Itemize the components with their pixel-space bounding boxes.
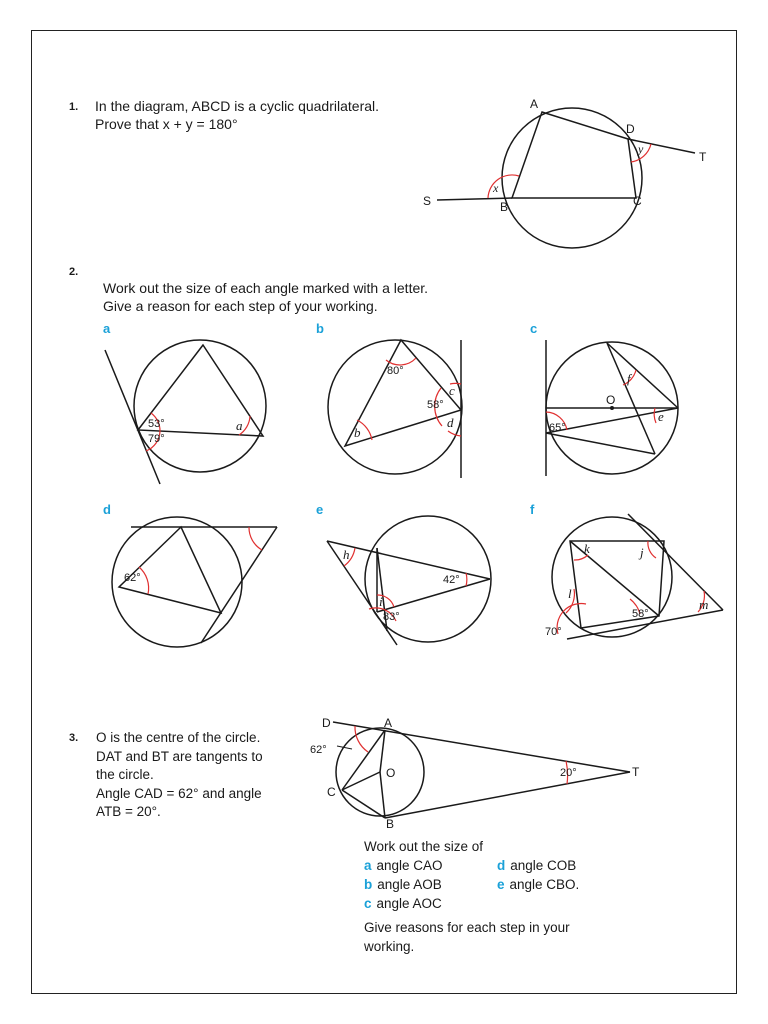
question-3-line-3: the circle.: [96, 767, 154, 782]
q1-label-s: S: [423, 194, 432, 208]
q3-label-b: B: [386, 817, 395, 831]
q3-angle-20: 20°: [560, 767, 577, 779]
part-b-unknown-b: b: [354, 425, 361, 440]
q3-item-a-text: angle CAO: [376, 858, 443, 873]
part-a-unknown-a: a: [236, 418, 243, 433]
question-1-line-1: In the diagram, ABCD is a cyclic quadrilateral.: [95, 98, 380, 114]
question-3-line-5: ATB = 20°.: [96, 804, 161, 819]
q3-item-b-text: angle AOB: [377, 877, 442, 892]
q3-work-heading: Work out the size of: [364, 839, 484, 854]
q3-label-t: T: [632, 765, 640, 779]
part-d-angle-62: 62°: [124, 572, 141, 584]
q3-item-e: [497, 876, 579, 895]
part-c-unknown-f: f: [627, 371, 631, 386]
q3-reasons-line-2: working.: [364, 939, 415, 954]
q3-label-d: D: [322, 716, 331, 730]
part-f-unknown-j: j: [640, 545, 644, 560]
q1-label-t: T: [699, 150, 707, 164]
part-e-unknown-i: i: [379, 594, 383, 609]
q3-item-c-label: c: [364, 896, 372, 911]
part-b-angle-58: 58°: [427, 399, 444, 411]
q3-item-c-text: angle AOC: [376, 896, 442, 911]
q3-label-o: O: [386, 766, 396, 780]
question-3-line-1: O is the centre of the circle.: [96, 730, 261, 745]
part-f-angle-58: 58°: [632, 608, 649, 620]
part-b-angle-80: 80°: [387, 365, 404, 377]
part-b-unknown-d: d: [447, 415, 454, 430]
question-2-line-2: Give a reason for each step of your working.: [103, 298, 378, 314]
part-b-unknown-c: c: [449, 383, 455, 398]
part-e-angle-83: 83°: [383, 611, 400, 623]
q3-label-c: C: [327, 785, 336, 799]
q3-angle-62: 62°: [310, 744, 327, 756]
q3-item-d-label: d: [497, 858, 506, 873]
q3-item-e-label: e: [497, 877, 505, 892]
part-c-label: c: [530, 321, 538, 336]
q1-label-b: B: [500, 200, 509, 214]
part-c-angle-65: 65°: [549, 422, 566, 434]
q1-label-y: y: [638, 142, 644, 156]
part-f-angle-70: 70°: [545, 626, 562, 638]
part-f-unknown-k: k: [584, 541, 590, 556]
q3-item-a-label: a: [364, 858, 372, 873]
q3-reasons-line-1: Give reasons for each step in your: [364, 920, 570, 935]
question-3-number: 3.: [69, 732, 79, 744]
part-a-angle-53: 53°: [148, 418, 165, 430]
q3-item-e-text: angle CBO.: [509, 877, 580, 892]
q1-label-a: A: [530, 97, 539, 111]
q3-item-d: [497, 857, 576, 876]
part-a-label: a: [103, 321, 111, 336]
part-b-label: b: [316, 321, 324, 336]
q1-label-c: C: [633, 194, 642, 208]
question-1-number: 1.: [69, 101, 79, 113]
q3-item-b: [364, 876, 442, 895]
part-f-unknown-m: m: [699, 597, 709, 612]
part-f-unknown-l: l: [568, 586, 572, 601]
part-e-angle-42: 42°: [443, 574, 460, 586]
question-3-line-2: DAT and BT are tangents to: [96, 748, 263, 764]
part-c-unknown-e: e: [658, 409, 664, 424]
question-2-line-1: Work out the size of each angle marked with a letter.: [103, 280, 429, 296]
q3-item-b-label: b: [364, 877, 373, 892]
part-c-centre-o: O: [606, 393, 616, 407]
q1-label-d: D: [626, 122, 635, 136]
q3-item-c: [364, 895, 442, 914]
part-e-unknown-h: h: [343, 547, 350, 562]
question-3-line-4: Angle CAD = 62° and angle: [96, 785, 262, 801]
question-1-line-2: Prove that x + y = 180°: [95, 116, 238, 132]
part-e-label: e: [316, 502, 324, 517]
part-a-angle-79: 79°: [148, 433, 165, 445]
q3-item-d-text: angle COB: [510, 858, 577, 873]
q1-label-x: x: [493, 181, 499, 195]
part-d-label: d: [103, 502, 111, 517]
q3-item-a: [364, 857, 443, 876]
q3-label-a: A: [384, 716, 393, 730]
question-2-number: 2.: [69, 266, 79, 278]
part-f-label: f: [530, 502, 535, 517]
